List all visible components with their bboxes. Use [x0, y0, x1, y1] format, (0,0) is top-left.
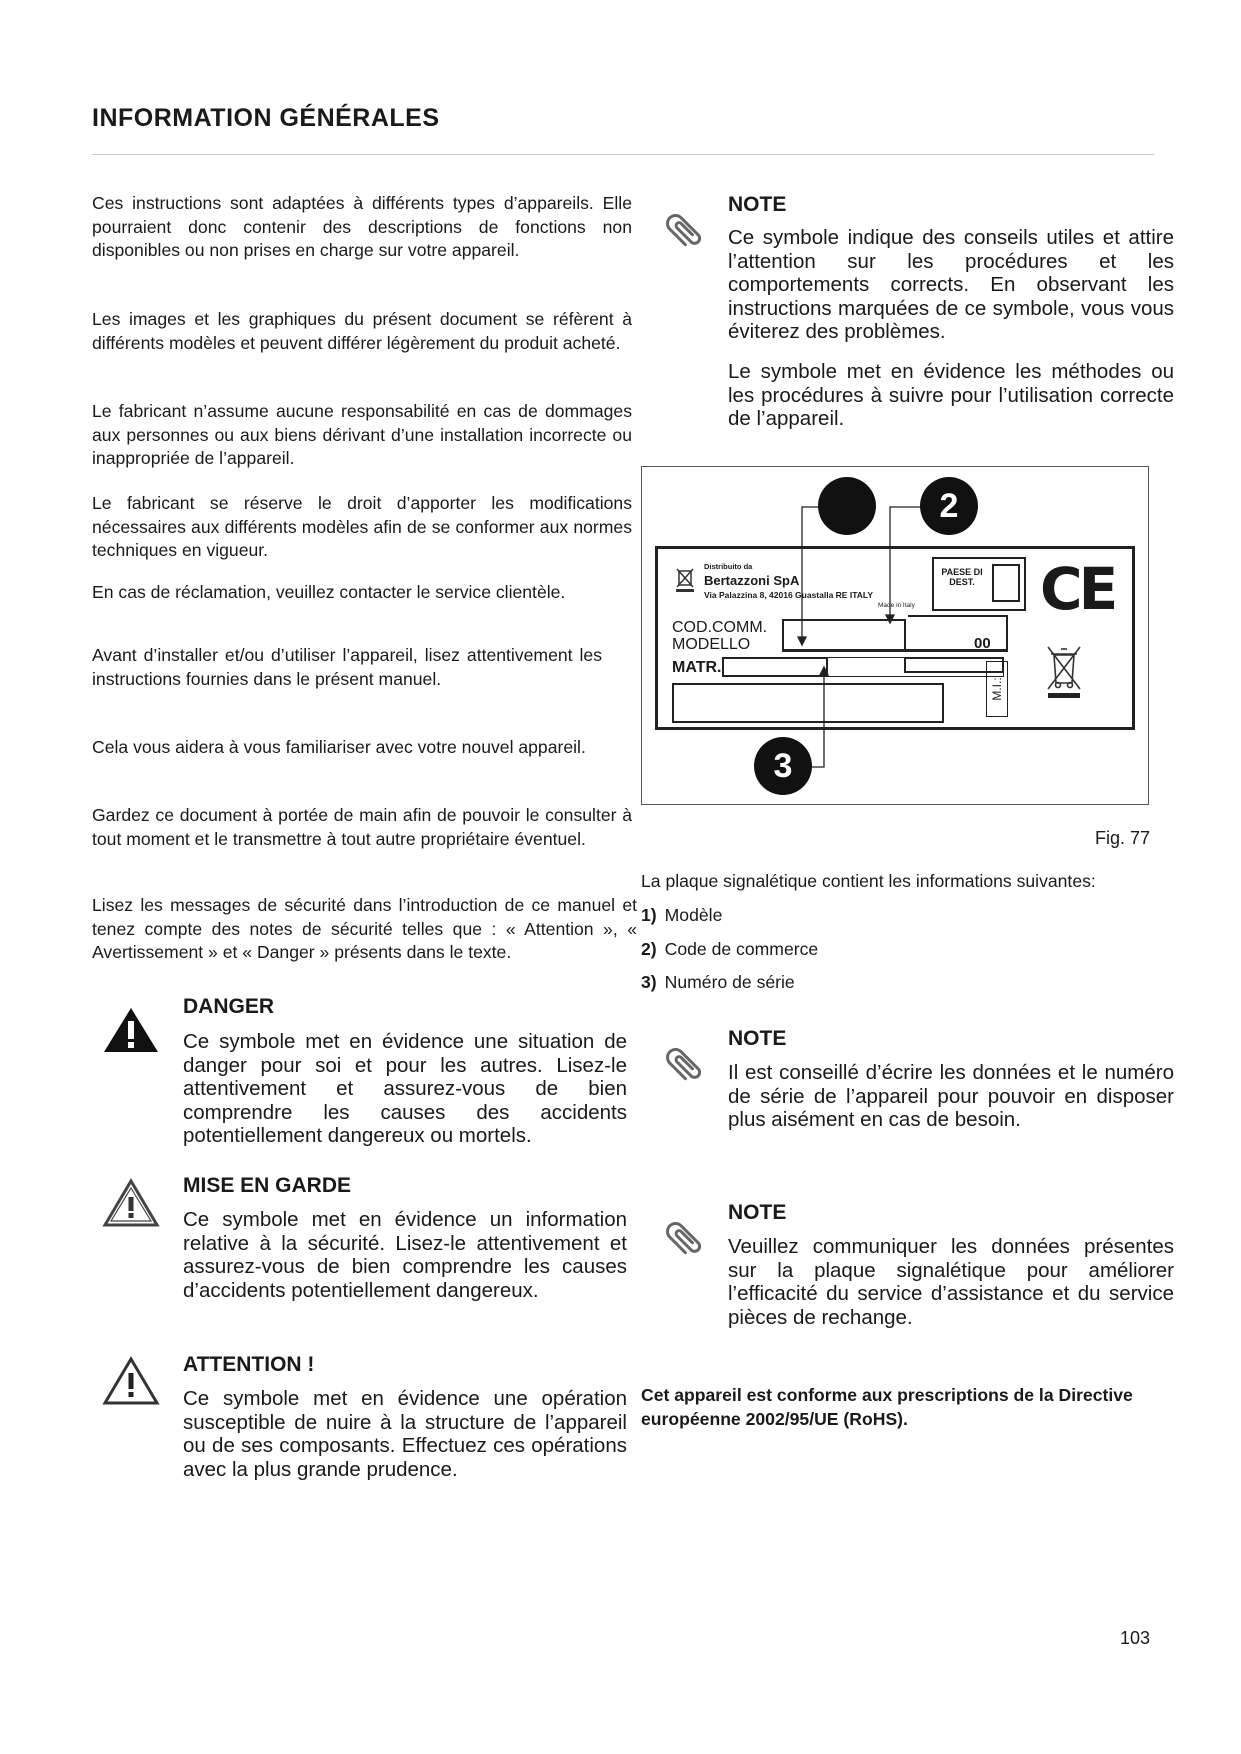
- codcomm-label: COD.COMM.: [672, 619, 768, 636]
- mi-label: M.I.:: [990, 677, 1004, 701]
- paragraph-9: Lisez les messages de sécurité dans l’introduction de ce manuel et tenez compte des notes de sécurité telles que : « Attention », « Avertissement » et « Danger » présents dans le texte.: [92, 895, 637, 963]
- paese-box: [932, 557, 1026, 611]
- paperclip-icon: [660, 208, 708, 256]
- caution-title: MISE EN GARDE: [183, 1174, 352, 1197]
- plate-item-3-label: Numéro de série: [664, 972, 795, 992]
- paragraph-2: Les images et les graphiques du présent document se réfèrent à différents modèles et peuvent différer légèrement du produit acheté.: [92, 309, 632, 353]
- caution-icon: [102, 1178, 160, 1228]
- danger-text: Ce symbole met en évidence une situation de danger pour soi et pour les autres. Lisez-le attentivement et assurez-vous de bien comprendre les causes des accidents potentiellement dangereux ou mortels.: [183, 1030, 627, 1148]
- rating-plate-figure: [641, 466, 1149, 805]
- caution-text: Ce symbole met en évidence un information relative à la sécurité. Lisez-le attentivement et assurez-vous de bien comprendre les causes d’accidents potentiellement dangereux.: [183, 1208, 627, 1302]
- model-suffix: 00: [974, 635, 991, 652]
- company-name: Bertazzoni SpA: [704, 573, 800, 588]
- plate-item-2-num: 2): [641, 939, 657, 959]
- paragraph-7: Cela vous aidera à vous familiariser avec votre nouvel appareil.: [92, 737, 586, 757]
- paese-field: [992, 564, 1020, 602]
- note1-text-2: Le symbole met en évidence les méthodes ou les procédures à suivre pour l’utilisation correcte de l’appareil.: [728, 360, 1174, 431]
- paragraph-5: En cas de réclamation, veuillez contacter le service clientèle.: [92, 582, 566, 602]
- plate-item-2-label: Code de commerce: [664, 939, 819, 959]
- plate-intro: La plaque signalétique contient les informations suivantes:: [641, 871, 1096, 891]
- note2-title: NOTE: [728, 1027, 787, 1050]
- danger-title: DANGER: [183, 995, 275, 1018]
- danger-icon: [102, 1006, 160, 1054]
- plate-item-3-num: 3): [641, 972, 657, 992]
- note1-text-1: Ce symbole indique des conseils utiles et attire l’attention sur les procédures et les comportements corrects. En observant les instructions marquées de ce symbole, vous vous éviterez des problèmes.: [728, 226, 1174, 344]
- attention-title: ATTENTION !: [183, 1353, 315, 1376]
- modello-label: MODELLO: [672, 636, 751, 653]
- matr-field-1: [722, 657, 828, 677]
- plate-inner: [655, 546, 1135, 730]
- weee-bin-icon: [1044, 643, 1084, 701]
- paragraph-1: Ces instructions sont adaptées à différents types d’appareils. Elle pourraient donc contenir des descriptions de fonctions non disponibles ou non prises en charge sur votre appareil.: [92, 193, 632, 261]
- company-address: Via Palazzina 8, 42016 Guastalla RE ITALY: [704, 590, 873, 600]
- note2-text: Il est conseillé d’écrire les données et le numéro de série de l’appareil pour pouvoir en disposer plus aisément en cas de besoin.: [728, 1061, 1174, 1132]
- modello-frame: [908, 615, 1008, 651]
- paragraph-4: Le fabricant se réserve le droit d’apporter les modifications nécessaires aux différents modèles afin de se conformer aux normes techniques en vigueur.: [92, 493, 632, 561]
- codcomm-field: [782, 619, 906, 651]
- plate-item-1-label: Modèle: [664, 905, 723, 925]
- figure-label: Fig. 77: [1095, 828, 1151, 848]
- made-in: Made in Italy: [878, 602, 915, 609]
- distributed-by: Distribuito da: [704, 562, 753, 571]
- page-number: 103: [1120, 1628, 1151, 1648]
- small-bin-icon: [674, 565, 696, 593]
- paperclip-icon: [660, 1042, 708, 1090]
- attention-icon: [102, 1356, 160, 1406]
- plate-item-1: [641, 905, 722, 926]
- paese-label: PAESE DI DEST.: [941, 567, 983, 587]
- attention-text: Ce symbole met en évidence une opération susceptible de nuire à la structure de l’appareil ou de ses composants. Effectuez ces opérations avec la plus grande prudence.: [183, 1387, 627, 1481]
- paragraph-3: Le fabricant n’assume aucune responsabilité en cas de dommages aux personnes ou aux biens dérivant d’une installation incorrecte ou inappropriée de l’appareil.: [92, 401, 632, 469]
- title-divider: [92, 154, 1154, 155]
- plate-item-1-num: 1): [641, 905, 657, 925]
- paperclip-icon: [660, 1216, 708, 1264]
- ce-mark: CE: [1040, 555, 1115, 623]
- bottom-field: [672, 683, 944, 723]
- note3-text: Veuillez communiquer les données présentes sur la plaque signalétique pour améliorer l’efficacité du service d’assistance et du service pièces de rechange.: [728, 1235, 1174, 1329]
- rohs-statement: Cet appareil est conforme aux prescriptions de la Directive européenne 2002/95/UE (RoHS).: [641, 1385, 1133, 1429]
- note1-title: NOTE: [728, 193, 787, 216]
- mi-box: [986, 661, 1008, 717]
- plate-item-3: [641, 972, 795, 993]
- callout-2: 2: [920, 477, 978, 535]
- paragraph-6: Avant d’installer et/ou d’utiliser l’appareil, lisez attentivement les instructions fournies dans le présent manuel.: [92, 645, 602, 689]
- paragraph-8: Gardez ce document à portée de main afin de pouvoir le consulter à tout moment et le transmettre à tout autre propriétaire éventuel.: [92, 805, 632, 849]
- matr-label: MATR.: [672, 659, 722, 676]
- page-title: INFORMATION GÉNÉRALES: [92, 104, 440, 132]
- note3-title: NOTE: [728, 1201, 787, 1224]
- plate-item-2: [641, 939, 818, 960]
- callout-3: 3: [754, 737, 812, 795]
